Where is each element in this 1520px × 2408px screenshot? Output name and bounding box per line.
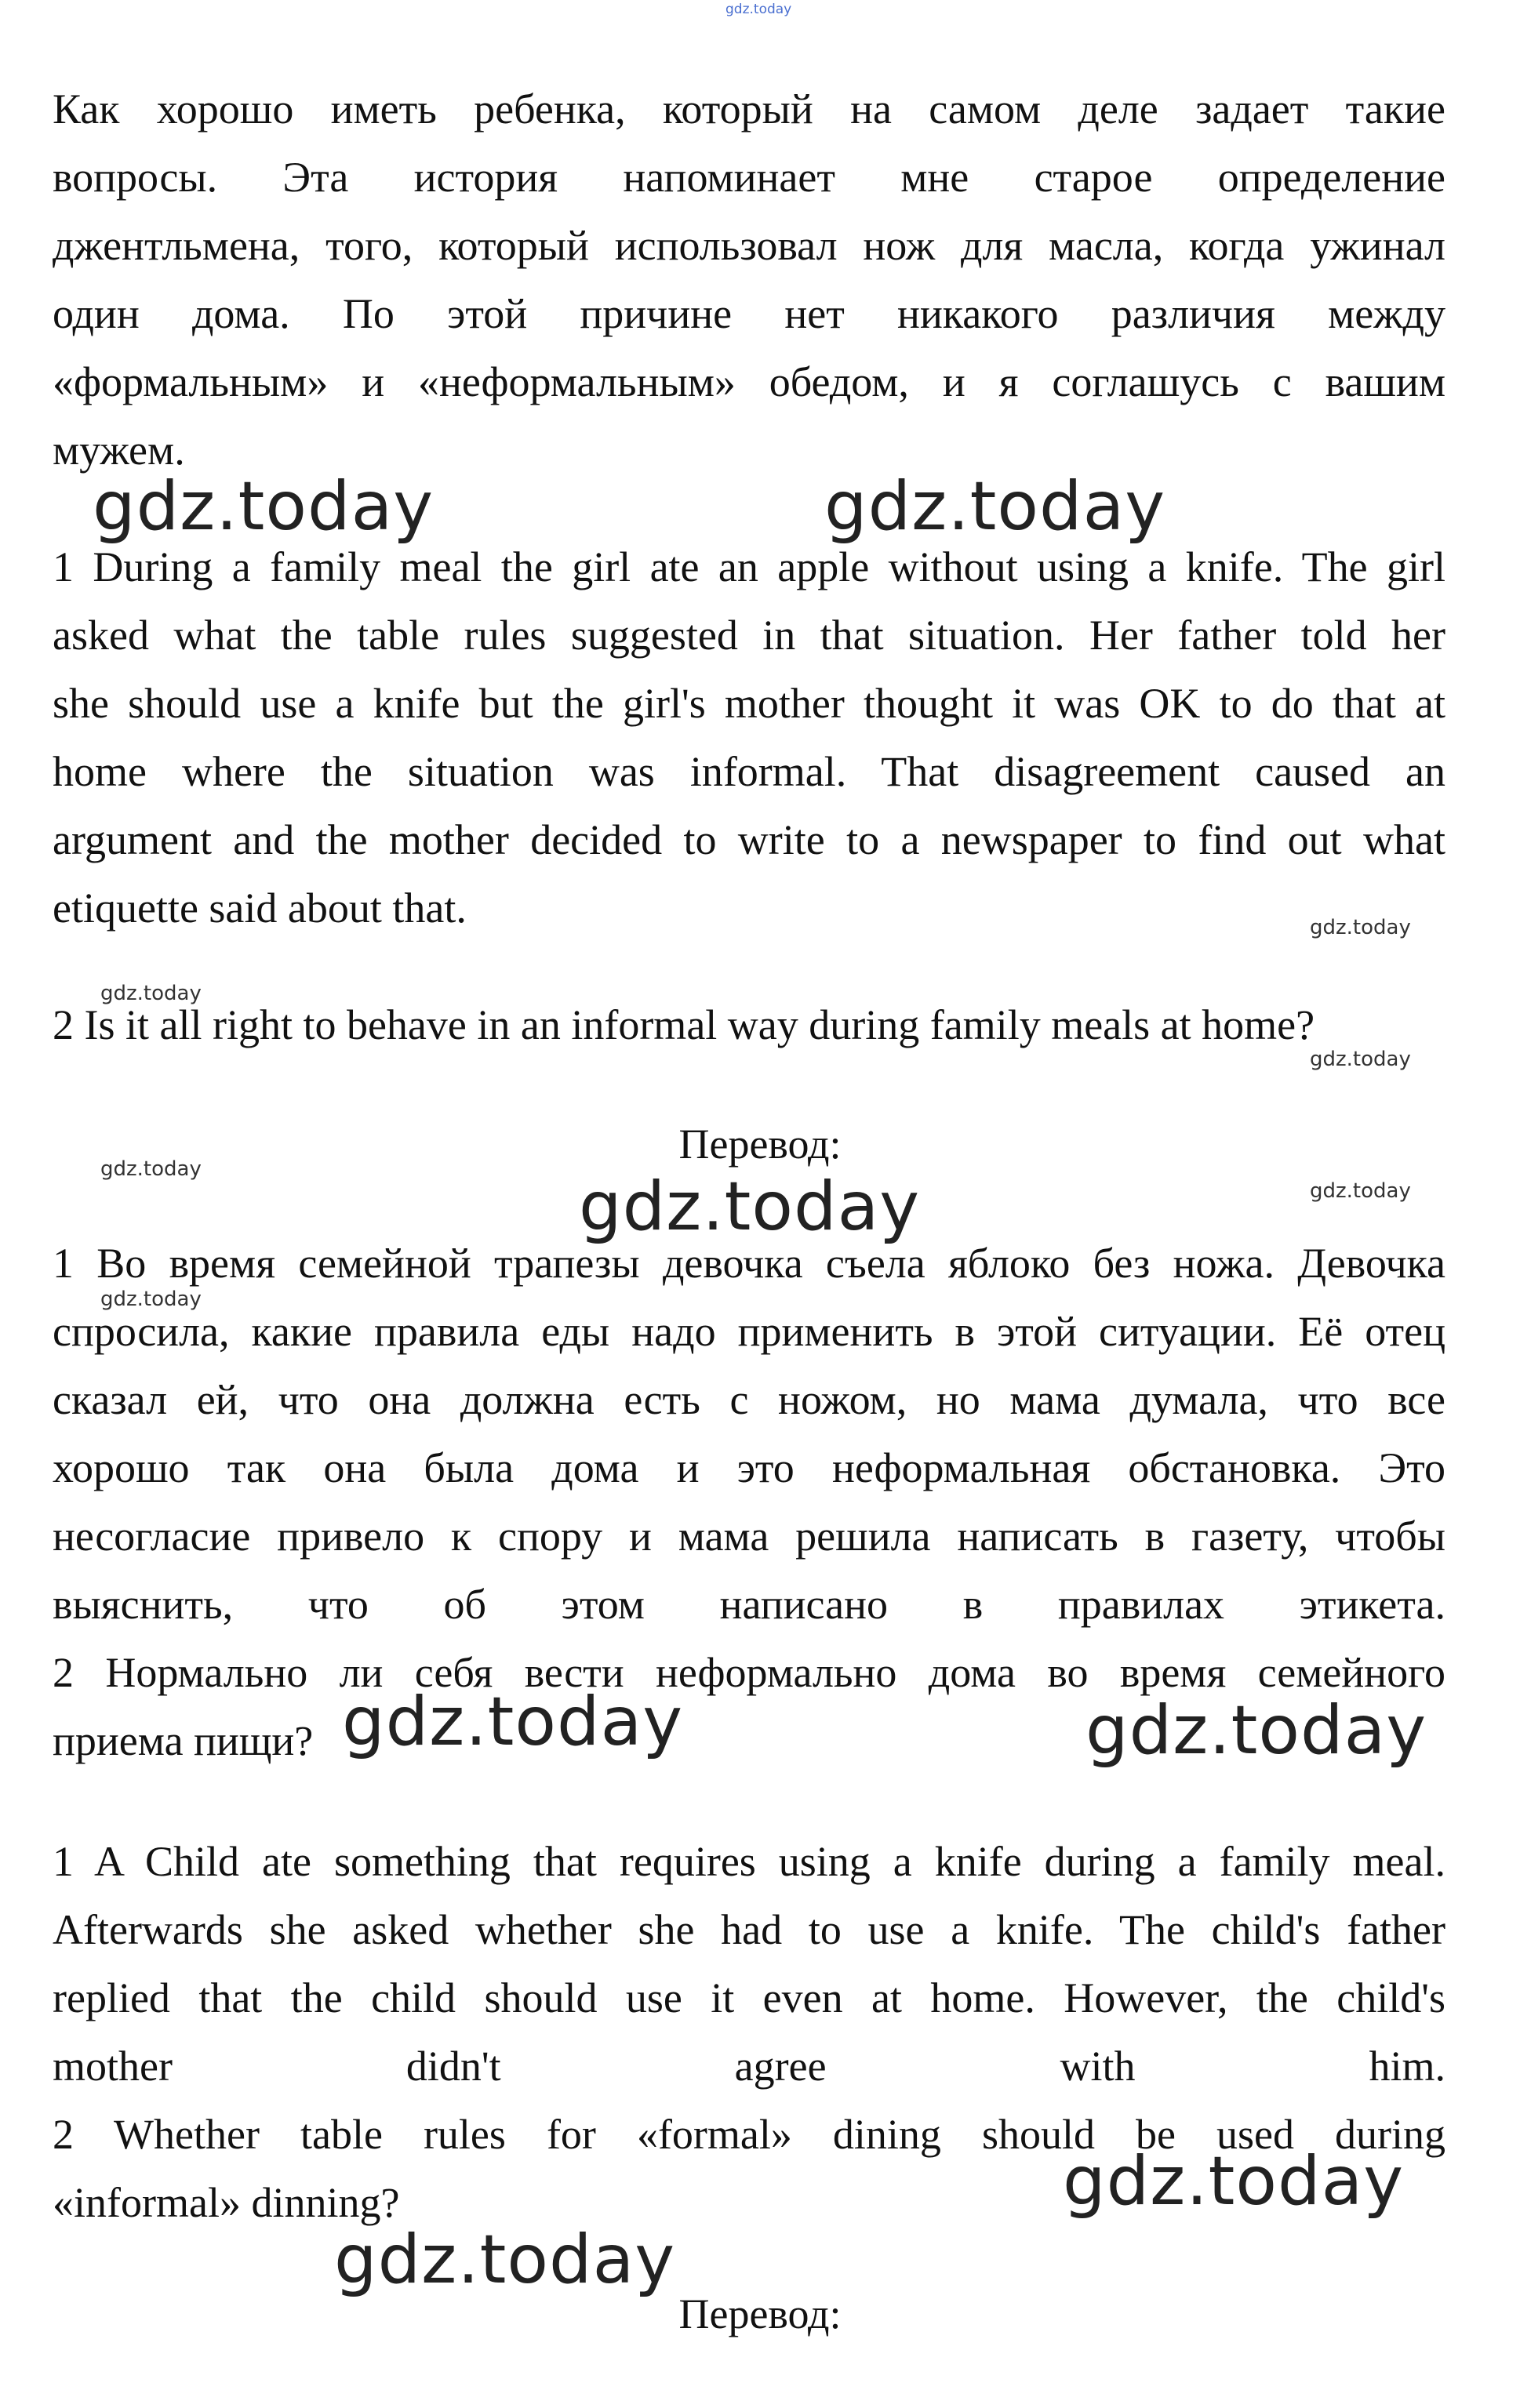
text-line: 2 Нормально ли себя вести неформально дома во время семейного <box>53 1649 1445 1696</box>
text-line: home where the situation was informal. That disagreement caused an <box>53 748 1445 795</box>
watermark: gdz.today <box>100 982 202 1005</box>
text-line: сказал ей, что она должна есть с ножом, но мама думала, что все <box>53 1376 1445 1423</box>
text-line: replied that the child should use it even at home. However, the child's <box>53 1974 1445 2021</box>
text-line: 1 During a family meal the girl ate an apple without using a knife. The girl <box>53 543 1445 590</box>
watermark: gdz.today <box>824 467 1166 546</box>
answer-2-english-line <box>53 991 1445 1059</box>
text-line: Afterwards she asked whether she had to use a knife. The child's father <box>53 1906 1445 1953</box>
text-line: she should use a knife but the girl's mother thought it was OK to do that at <box>53 680 1445 727</box>
watermark: gdz.today <box>334 2221 676 2299</box>
text-line: 1 Во время семейной трапезы девочка съела яблоко без ножа. Девочка <box>53 1240 1445 1287</box>
watermark: gdz.today <box>1063 2142 1405 2221</box>
watermark: gdz.today <box>93 467 435 546</box>
watermark: gdz.today <box>1310 1048 1411 1071</box>
watermark: gdz.today <box>100 1288 202 1311</box>
text-line: приема пищи? <box>53 1717 314 1764</box>
text-line: 1 A Child ate something that requires using a knife during a family meal. <box>53 1838 1445 1885</box>
translation-heading: Перевод: <box>678 1120 842 1168</box>
text-line: спросила, какие правила еды надо применить в этой ситуации. Её отец <box>53 1308 1445 1355</box>
text-line: несогласие привело к спору и мама решила написать в газету, чтобы <box>53 1513 1445 1560</box>
watermark: gdz.today <box>1085 1691 1427 1770</box>
text-line: mother didn't agree with him. <box>53 2043 1445 2090</box>
answer-1-english-paragraph <box>53 533 1445 942</box>
watermark: gdz.today <box>579 1168 921 1246</box>
text-line: джентльмена, того, который использовал нож для масла, когда ужинал <box>53 222 1445 269</box>
text-line: мужем. <box>53 427 185 474</box>
translation-heading-2: Перевод: <box>678 2290 842 2337</box>
text-line: 2 Is it all right to behave in an informal way during family meals at home? <box>53 1001 1315 1048</box>
text-line: argument and the mother decided to write to a newspaper to find out what <box>53 816 1445 863</box>
top-watermark: gdz.today <box>725 2 792 17</box>
text-line: asked what the table rules suggested in that situation. Her father told her <box>53 612 1445 659</box>
text-line: один дома. По этой причине нет никакого различия между <box>53 290 1445 337</box>
watermark: gdz.today <box>1310 1179 1411 1203</box>
intro-russian-paragraph <box>53 75 1445 485</box>
text-line: хорошо так она была дома и это неформальная обстановка. Это <box>53 1444 1445 1491</box>
text-line: 2 Whether table rules for «formal» dining should be used during <box>53 2111 1445 2158</box>
text-line: «informal» dinning? <box>53 2179 400 2226</box>
text-line: вопросы. Эта история напоминает мне старое определение <box>53 154 1445 201</box>
text-line: выяснить, что об этом написано в правилах этикета. <box>53 1581 1445 1628</box>
watermark: gdz.today <box>100 1157 202 1181</box>
text-line: Как хорошо иметь ребенка, который на самом деле задает такие <box>53 85 1445 133</box>
watermark: gdz.today <box>342 1683 684 1761</box>
watermark: gdz.today <box>1310 916 1411 939</box>
text-line: etiquette said about that. <box>53 884 467 932</box>
text-line: «формальным» и «неформальным» обедом, и я соглашусь с вашим <box>53 358 1445 405</box>
